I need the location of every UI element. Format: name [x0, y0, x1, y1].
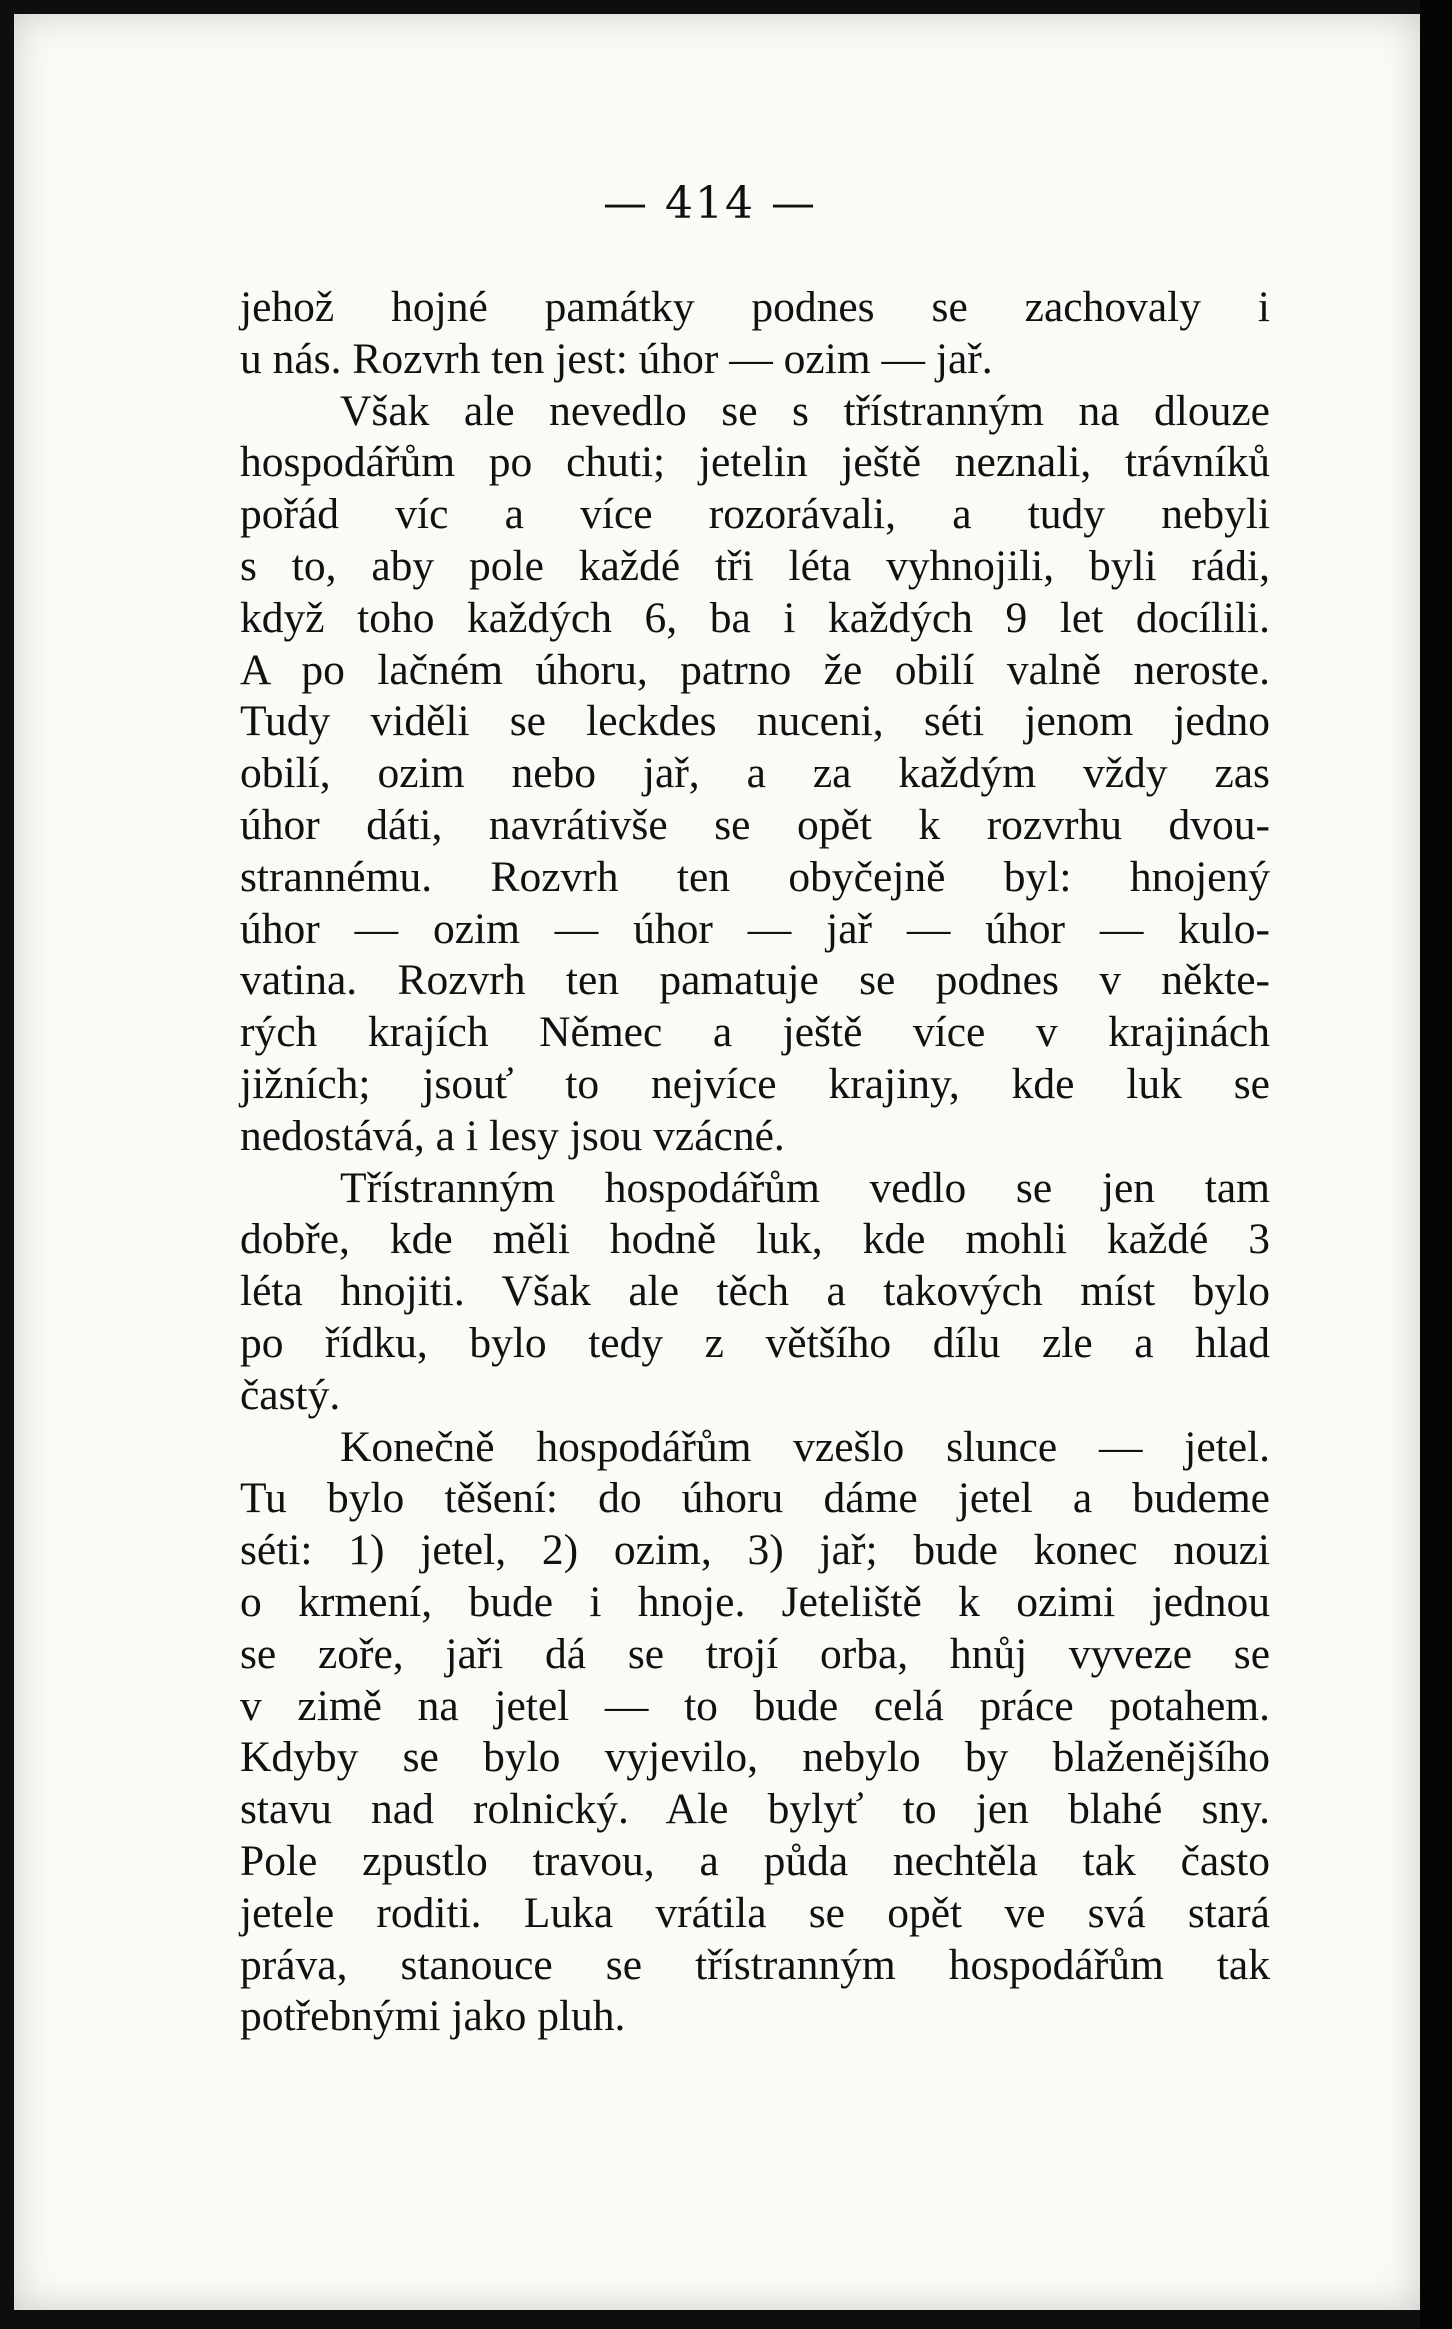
page-number: — 414 — [603, 178, 817, 229]
text-line: když toho každých 6, ba i každých 9 let docílili. [240, 593, 1270, 642]
text-line: Konečně hospodářům vzešlo slunce — jetel. [340, 1422, 1270, 1471]
text-line: vatina. Rozvrh ten pamatuje se podnes v někte- [240, 956, 1270, 1005]
text-line: s to, aby pole každé tři léta vyhnojili, byli rádi, [240, 541, 1270, 590]
text-line: po řídku, bylo tedy z většího dílu zle a hlad [240, 1318, 1270, 1367]
text-line: séti: 1) jetel, 2) ozim, 3) jař; bude konec nouzi [240, 1526, 1270, 1575]
body-text [240, 282, 1270, 2043]
text-line: stavu nad rolnický. Ale bylyť to jen blahé sny. [240, 1785, 1270, 1834]
text-line: potřebnými jako pluh. [240, 1992, 626, 2041]
text-line: v zimě na jetel — to bude celá práce potahem. [240, 1681, 1270, 1730]
text-line: pořád víc a více rozorávali, a tudy nebyli [240, 490, 1270, 539]
text-line: úhor — ozim — úhor — jař — úhor — kulo- [240, 904, 1270, 953]
text-line: jižních; jsouť to nejvíce krajiny, kde luk se [240, 1059, 1270, 1108]
text-line: Pole zpustlo travou, a půda nechtěla tak často [240, 1836, 1270, 1885]
text-line: Kdyby se bylo vyjevilo, nebylo by blaženějšího [240, 1733, 1270, 1782]
text-line: léta hnojiti. Však ale těch a takových míst bylo [240, 1267, 1270, 1316]
text-line: jehož hojné památky podnes se zachovaly i [240, 283, 1270, 331]
text-line: Třístranným hospodářům vedlo se jen tam [340, 1163, 1270, 1212]
text-line: nedostává, a i lesy jsou vzácné. [240, 1111, 785, 1160]
text-line: Tu bylo těšení: do úhoru dáme jetel a budeme [240, 1474, 1270, 1523]
text-line: úhor dáti, navrátivše se opět k rozvrhu dvou- [240, 800, 1270, 849]
text-line: Tudy viděli se leckdes nuceni, séti jenom jedno [240, 697, 1270, 746]
text-line: se zoře, jaři dá se trojí orba, hnůj vyveze se [240, 1629, 1270, 1678]
text-line: strannému. Rozvrh ten obyčejně byl: hnojený [240, 852, 1270, 901]
text-line: o krmení, bude i hnoje. Jeteliště k ozimi jednou [240, 1577, 1270, 1626]
text-line: A po lačném úhoru, patrno že obilí valně neroste. [240, 645, 1270, 694]
text-line: Však ale nevedlo se s třístranným na dlouze [340, 386, 1270, 435]
text-line: častý. [240, 1370, 341, 1419]
text-line: jetele roditi. Luka vrátila se opět ve svá stará [240, 1888, 1270, 1937]
scan-edge [1420, 0, 1452, 2329]
text-line: hospodářům po chuti; jetelin ještě neznali, trávníků [240, 438, 1270, 487]
text-line: dobře, kde měli hodně luk, kde mohli každé 3 [240, 1215, 1270, 1264]
text-line: práva, stanouce se třístranným hospodářům tak [240, 1940, 1270, 1989]
text-line: u nás. Rozvrh ten jest: úhor — ozim — jař. [240, 334, 993, 383]
text-line: obilí, ozim nebo jař, a za každým vždy zas [240, 749, 1270, 798]
text-line: rých krajích Němec a ještě více v krajinách [240, 1008, 1270, 1057]
